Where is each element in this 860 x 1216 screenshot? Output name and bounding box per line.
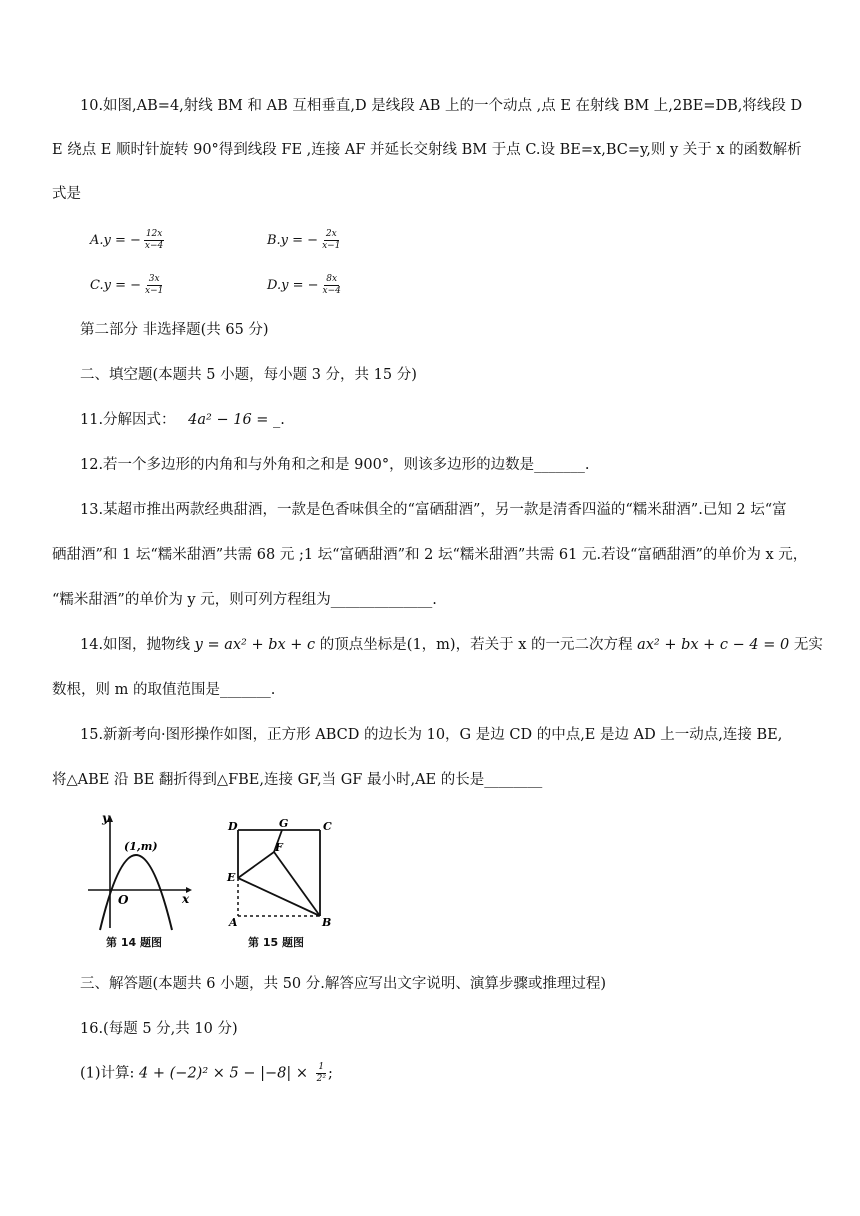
q16-fraction-denominator: 2² <box>316 1074 326 1084</box>
option-prefix: D.y = − <box>267 278 319 293</box>
q14-equation-expression: ax² + bx + c − 4 = 0 <box>637 637 790 653</box>
q10-line-2: E 绕点 E 顺时针旋转 90°得到线段 FE ,连接 AF 并延长交射线 BM 于点 C.设 BE=x,BC=y,则 y 关于 x 的函数解析 <box>52 142 802 158</box>
option-numerator: 3x <box>148 274 160 284</box>
q10-line-1: 10.如图,AB=4,射线 BM 和 AB 互相垂直,D 是线段 AB 上的一个动点 ,点 E 在射线 BM 上,2BE=DB,将线段 D <box>80 98 803 114</box>
figure-14 <box>86 810 206 950</box>
q10-option-a <box>90 229 165 252</box>
segment-fb <box>274 852 320 916</box>
parabola-curve <box>100 855 172 930</box>
point-c-label: C <box>323 820 332 833</box>
q10-option-d <box>267 274 343 297</box>
q14-parabola-expression: y = ax² + bx + c <box>194 637 316 653</box>
figure-14-caption: 第 14 题图 <box>106 936 162 949</box>
q11-expression: 4a² − 16 = <box>188 412 274 428</box>
option-numerator: 2x <box>325 229 337 239</box>
parabola-figure <box>86 810 206 950</box>
option-prefix: B.y = − <box>267 233 319 248</box>
point-a-label: A <box>229 916 238 929</box>
q10-line-3: 式是 <box>52 186 81 202</box>
part-two-title: 第二部分 非选择题(共 65 分) <box>80 322 269 338</box>
q15-line-2: 将△ABE 沿 BE 翻折得到△FBE,连接 GF,当 GF 最小时,AE 的长是________ <box>52 772 543 788</box>
q10-option-b <box>267 229 342 252</box>
option-denominator: x−4 <box>322 286 341 296</box>
q16-title: 16.(每题 5 分,共 10 分) <box>80 1021 238 1037</box>
q16-part-1-tail: ; <box>327 1065 333 1082</box>
section-two-title: 二、填空题(本题共 5 小题，每小题 3 分，共 15 分) <box>80 367 417 383</box>
q14-text-a: 14.如图，抛物线 <box>80 637 195 653</box>
q10-option-c <box>90 274 165 297</box>
q14-line-2: 数根，则 m 的取值范围是_______. <box>52 682 276 698</box>
point-e-label: E <box>227 871 236 884</box>
q13-line-2: 硒甜酒”和 1 坛“糯米甜酒”共需 68 元 ;1 坛“富硒甜酒”和 2 坛“糯米甜酒”共需 61 元.若设“富硒甜酒”的单价为 x 元， <box>52 547 808 563</box>
q14-text-b: 的顶点坐标是(1，m)，若关于 x 的一元二次方程 <box>315 637 638 653</box>
q13-line-3: “糯米甜酒”的单价为 y 元，则可列方程组为______________. <box>52 592 437 608</box>
q16-part-1-expression: 4 + (−2)² × 5 − |−8| × <box>139 1065 313 1082</box>
point-d-label: D <box>228 820 238 833</box>
vertex-label: (1,m) <box>124 840 158 853</box>
option-denominator: x−1 <box>322 241 341 251</box>
q16-part-1 <box>80 1062 333 1085</box>
x-axis-label: x <box>182 892 190 906</box>
q14-line-1 <box>80 635 823 655</box>
segment-eb <box>238 878 320 916</box>
q15-line-1: 15.新新考向·图形操作如图，正方形 ABCD 的边长为 10，G 是边 CD 的中点,E 是边 AD 上一动点,连接 BE, <box>80 727 783 743</box>
point-f-label: F <box>275 841 283 854</box>
q11-blank: _. <box>273 412 285 428</box>
q16-part-1-label: (1)计算: <box>80 1065 140 1082</box>
q13-line-1: 13.某超市推出两款经典甜酒，一款是色香味俱全的“富硒甜酒”，另一款是清香四溢的“糯米甜酒”.已知 2 坛“富 <box>80 502 787 518</box>
q11-line <box>80 410 285 430</box>
q14-text-c: 无实 <box>789 637 823 653</box>
square-figure <box>226 818 346 930</box>
option-numerator: 12x <box>145 229 163 239</box>
segment-ef <box>238 852 274 878</box>
figure-15 <box>226 818 346 950</box>
option-prefix: A.y = − <box>90 233 141 248</box>
option-numerator: 8x <box>326 274 338 284</box>
section-three-title: 三、解答题(本题共 6 小题，共 50 分.解答应写出文字说明、演算步骤或推理过程) <box>80 976 607 992</box>
option-denominator: x−1 <box>145 286 164 296</box>
option-denominator: x−4 <box>144 241 164 251</box>
y-axis-label: y <box>102 811 109 825</box>
q12-line: 12.若一个多边形的内角和与外角和之和是 900°，则该多边形的边数是_______. <box>80 457 590 473</box>
q11-text: 11.分解因式： <box>80 412 176 428</box>
option-prefix: C.y = − <box>90 278 142 293</box>
q16-fraction-numerator: 1 <box>318 1062 325 1072</box>
point-g-label: G <box>279 818 289 830</box>
origin-label: O <box>118 893 129 907</box>
figure-15-caption: 第 15 题图 <box>248 936 304 949</box>
point-b-label: B <box>322 916 332 929</box>
